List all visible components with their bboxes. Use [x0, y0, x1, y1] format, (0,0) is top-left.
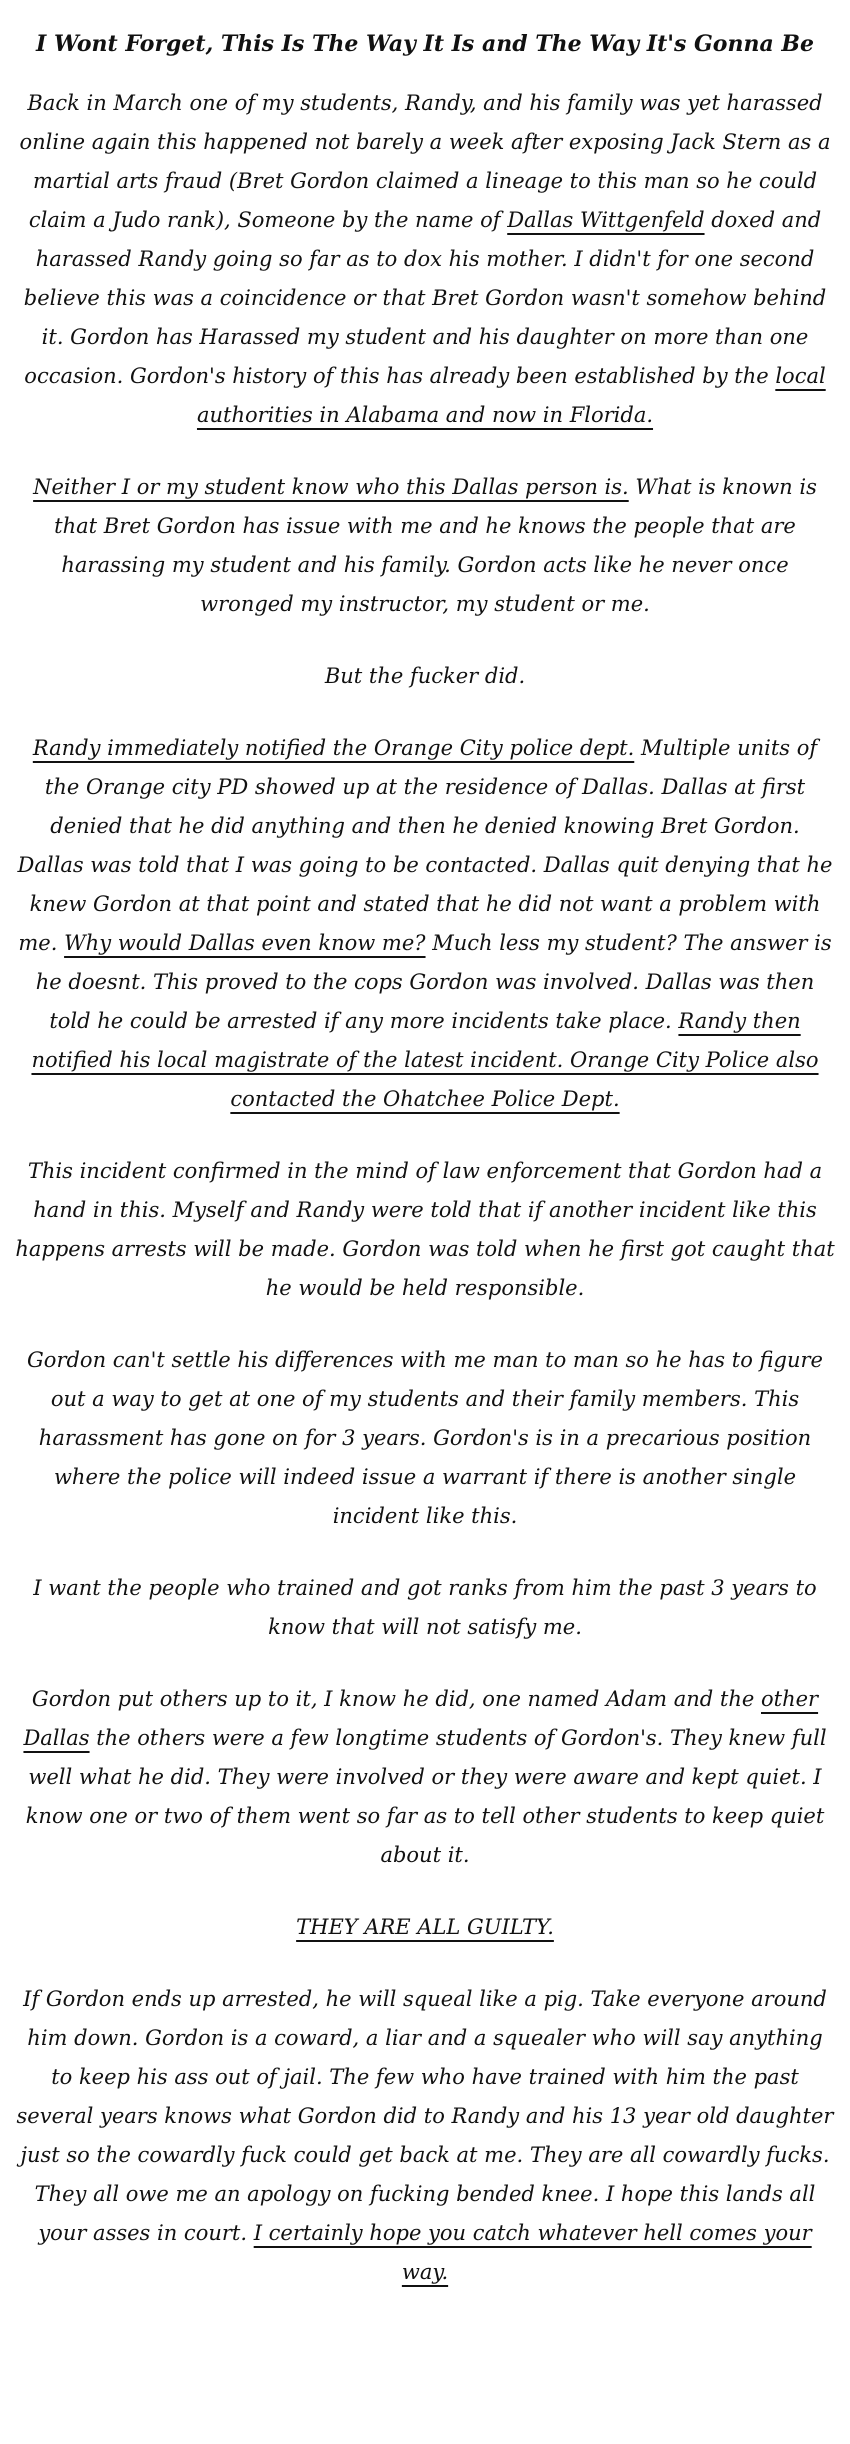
paragraph-short-line: But the fucker did.	[324, 664, 526, 688]
p2-underlined-statement: Neither I or my student know who this Dallas person is.	[33, 475, 629, 499]
p1-underlined-name: Dallas Wittgenfeld	[507, 208, 705, 232]
paragraph-differences: Gordon can't settle his differences with me man to man so he has to figure out a way to get at one of my students and their family members. This harassment has gone on for 3 years. Gordon's is in a precarious position where the police will indeed issue a warrant if there is another single incident like this.	[27, 1348, 823, 1528]
p10-text-a: If Gordon ends up arrested, he will squeal like a pig. Take everyone around him down. Gordon is a coward, a liar and a squealer who will say anything to keep his ass out of jail. The few who have trained with him the past several years knows what Gordon did to Randy and his 13 year old daughter just so the cowardly fuck could get back at me. They are all cowardly fucks. They all owe me an apology on fucking bended knee. I hope this lands all your asses in court.	[16, 1987, 834, 2245]
p4-underlined-question: Why would Dallas even know me?	[64, 931, 426, 955]
p9-underlined-guilty: THEY ARE ALL GUILTY.	[296, 1915, 554, 1939]
p4-text-b: Multiple units of the Orange city PD showed up at the residence of Dallas. Dallas at first denied that he did anything and then he denied knowing Bret Gordon. Dallas was told that I was going to be contacted. Dallas quit denying that he knew Gordon at that point and stated that he did not want a problem with me.	[17, 736, 833, 955]
p10-underlined-closing: I certainly hope you catch whatever hell comes your way.	[253, 2221, 812, 2284]
p1-text-a: Back in March one of my students, Randy, and his family was yet harassed online again this happened not barely a week after exposing Jack Stern as a martial arts fraud (Bret Gordon claimed a lineage to this man so he could claim a Judo rank), Someone by the name of	[19, 91, 831, 232]
p8-underlined-other-dallas: other Dallas	[23, 1687, 819, 1750]
paragraph-police-notified	[14, 729, 836, 1119]
p4-underlined-magistrate: Randy then notified his local magistrate of the latest incident. Orange City Police also contacted the Ohatchee Police Dept.	[31, 1009, 819, 1111]
document-title: I Wont Forget, This Is The Way It Is and The Way It's Gonna Be	[36, 31, 814, 57]
paragraph-law-enforcement: This incident confirmed in the mind of law enforcement that Gordon had a hand in this. Myself and Randy were told that if another incident like this happens arrests will be made. Gordon was told when he first got caught that he would be held responsible.	[15, 1159, 835, 1300]
paragraph-guilty	[14, 1908, 836, 1947]
p8-text-c: the others were a few longtime students of Gordon's. They knew full well what he did. They were involved or they were aware and kept quiet. I know one or two of them went so far as to tell other students to keep quiet about it.	[25, 1726, 827, 1867]
paragraph-satisfy: I want the people who trained and got ranks from him the past 3 years to know that will not satisfy me.	[33, 1576, 817, 1639]
p8-text-a: Gordon put others up to it, I know he did, one named Adam and the	[31, 1687, 761, 1711]
p4-text-d: Much less my student? The answer is he doesnt. This proved to the cops Gordon was involved. Dallas was then told he could be arrested if any more incidents take place.	[35, 931, 832, 1033]
p2-text-b: What is known is that Bret Gordon has issue with me and he knows the people that are harassing my student and his family. Gordon acts like he never once wronged my instructor, my student or me.	[54, 475, 817, 616]
paragraph-unknown-person	[14, 468, 836, 624]
p1-underlined-authorities: local authorities in Alabama and now in Florida.	[196, 364, 826, 427]
paragraph-march-incident	[14, 84, 836, 435]
p4-underlined-notified: Randy immediately notified the Orange City police dept.	[32, 736, 635, 760]
paragraph-closing	[14, 1980, 836, 2292]
p1-text-c: doxed and harassed Randy going so far as to dox his mother. I didn't for one second believe this was a coincidence or that Bret Gordon wasn't somehow behind it. Gordon has Harassed my student and his daughter on more than one occasion. Gordon's history of this has already been established by the	[23, 208, 827, 388]
paragraph-others	[14, 1680, 836, 1875]
